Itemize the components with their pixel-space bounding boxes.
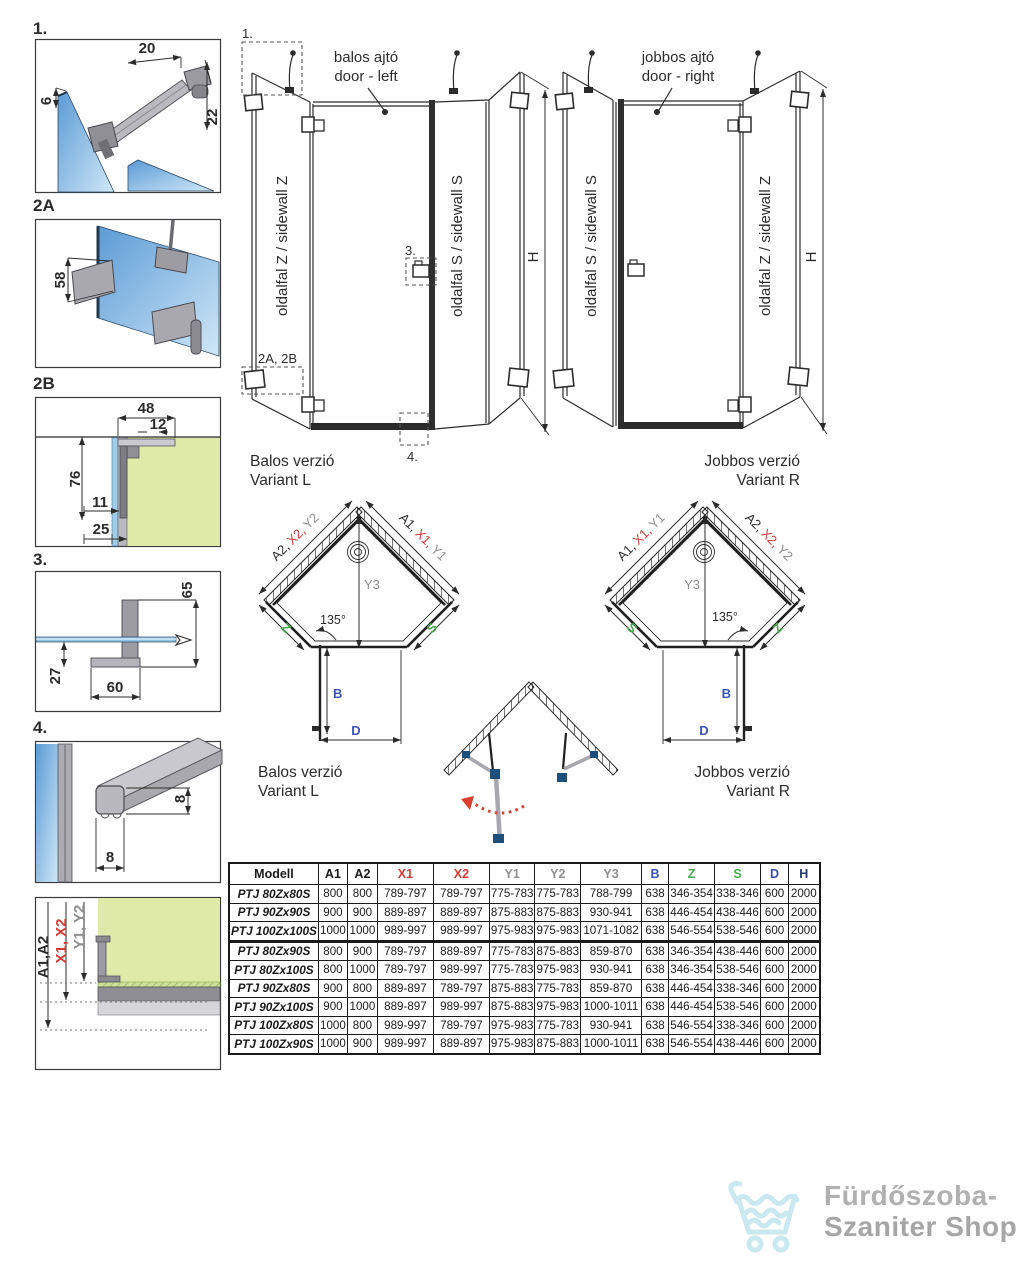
table-cell: 889-897 [377, 979, 433, 998]
table-cell: 789-797 [433, 1016, 489, 1035]
callout-3-label: 3. [405, 243, 416, 258]
model-name-cell: PTJ 100Zx80S [229, 1016, 318, 1035]
svg-text:22: 22 [204, 108, 221, 126]
elevation-right-figure [552, 25, 864, 497]
table-row [229, 922, 820, 942]
detail-3-label: 3. [33, 550, 48, 569]
drain-icon [348, 542, 369, 563]
door-handle-right [628, 260, 644, 276]
table-cell: 600 [761, 998, 789, 1017]
model-name-cell: PTJ 90Zx80S [229, 979, 318, 998]
table-cell: 446-454 [669, 998, 715, 1017]
detail-1-figure [30, 18, 225, 198]
table-cell: 638 [642, 961, 669, 980]
detail-3-figure [30, 550, 225, 716]
table-cell: 638 [642, 1035, 669, 1054]
table-cell: 788-799 [581, 885, 642, 904]
table-cell: 889-897 [377, 903, 433, 922]
table-cell: 600 [761, 979, 789, 998]
table-cell: 775-783 [489, 941, 535, 961]
swing-arrow [461, 796, 524, 813]
svg-text:6: 6 [38, 96, 55, 106]
table-cell: 800 [347, 885, 377, 904]
table-cell: 1000-1011 [581, 998, 642, 1017]
table-row [229, 885, 820, 904]
y3-label: Y3 [364, 577, 380, 592]
table-cell: 1000-1011 [581, 1035, 642, 1054]
table-cell: 1000 [347, 998, 377, 1017]
model-name-cell: PTJ 100Zx100S [229, 922, 318, 942]
table-cell: 600 [761, 961, 789, 980]
table-cell: 789-797 [377, 961, 433, 980]
table-cell: 638 [642, 922, 669, 942]
table-cell: 789-797 [433, 979, 489, 998]
d-label: D [699, 723, 709, 738]
table-cell: 346-354 [669, 961, 715, 980]
table-cell: 975-983 [489, 1016, 535, 1035]
svg-text:8: 8 [105, 849, 115, 866]
table-header-cell: Modell [229, 863, 318, 885]
table-cell: 789-797 [377, 885, 433, 904]
angle-label: 135° [320, 613, 346, 627]
table-cell: 438-446 [715, 903, 761, 922]
table-cell: 600 [761, 903, 789, 922]
floor-label-a: A1,A2 [35, 935, 52, 979]
detail-2b-label: 2B [33, 374, 55, 393]
table-cell: 546-554 [669, 1035, 715, 1054]
swing-door [462, 733, 598, 843]
table-cell: 800 [318, 961, 347, 980]
table-header-cell: D [761, 863, 789, 885]
table-cell: 875-883 [535, 941, 581, 961]
table-cell: 930-941 [581, 1016, 642, 1035]
table-cell: 859-870 [581, 979, 642, 998]
table-cell: 975-983 [489, 1035, 535, 1054]
table-cell: 2000 [789, 941, 820, 961]
door-label-hu: jobbos ajtó [641, 49, 715, 66]
logo-line-2: Szaniter Shop [824, 1211, 1018, 1242]
table-cell: 900 [318, 979, 347, 998]
table-row [229, 903, 820, 922]
table-header-cell: S [715, 863, 761, 885]
table-cell: 438-446 [715, 941, 761, 961]
table-cell: 975-983 [535, 998, 581, 1017]
plan-right-dimensions [605, 501, 805, 744]
svg-text:12: 12 [149, 416, 167, 433]
elevation-left-callouts [242, 26, 436, 464]
table-row [229, 941, 820, 961]
table-cell: 2000 [789, 885, 820, 904]
table-cell: 775-783 [535, 979, 581, 998]
svg-text:60: 60 [106, 679, 124, 696]
table-cell: 975-983 [489, 922, 535, 942]
detail-floor-drawing [96, 898, 220, 1015]
detail-2a-figure [30, 196, 225, 372]
detail-4-drawing [36, 738, 222, 882]
table-cell: 775-783 [489, 885, 535, 904]
elevation-left-figure [238, 25, 556, 497]
caption-variant-r-plan: Jobbos verzió Variant R [694, 764, 790, 800]
table-cell: 638 [642, 1016, 669, 1035]
table-cell: 600 [761, 1035, 789, 1054]
edge-label-right: A1,X1,Y1 [396, 509, 451, 564]
table-cell: 446-454 [669, 903, 715, 922]
detail-3-drawing [36, 600, 191, 667]
table-header-cell: B [642, 863, 669, 885]
table-cell: 538-546 [715, 998, 761, 1017]
angle-label: 135° [712, 610, 738, 624]
table-cell: 600 [761, 885, 789, 904]
table-cell: 1000 [318, 1016, 347, 1035]
table-header-cell: Z [669, 863, 715, 885]
edge-label-left: A2,X2,Y2 [267, 509, 322, 564]
door-label-en: door - left [334, 68, 398, 85]
table-cell: 800 [347, 1016, 377, 1035]
table-cell: 638 [642, 941, 669, 961]
table-cell: 875-883 [489, 979, 535, 998]
table-cell: 1071-1082 [581, 922, 642, 942]
table-header-cell: A1 [318, 863, 347, 885]
svg-text:76: 76 [67, 470, 84, 488]
table-row [229, 998, 820, 1017]
table-cell: 546-554 [669, 922, 715, 942]
d-label: D [351, 723, 361, 738]
table-cell: 2000 [789, 1016, 820, 1035]
table-header-cell: Y1 [489, 863, 535, 885]
caption-variant-r-elev: Jobbos verzió Variant R [704, 453, 800, 489]
elevation-left-structure [252, 72, 524, 430]
logo-line-1: Fürdőszoba- [824, 1180, 998, 1211]
table-header-row [229, 863, 820, 885]
table-header-cell: X2 [433, 863, 489, 885]
svg-text:20: 20 [138, 40, 156, 57]
table-cell: 338-346 [715, 1016, 761, 1035]
detail-floor-figure [30, 890, 225, 1074]
table-cell: 889-897 [433, 903, 489, 922]
table-cell: 546-554 [669, 1016, 715, 1035]
table-cell: 2000 [789, 1035, 820, 1054]
z-label: Z [278, 619, 295, 636]
plan-left-dimensions [259, 501, 459, 744]
table-cell: 889-897 [377, 998, 433, 1017]
table-cell: 2000 [789, 922, 820, 942]
detail-2a-label: 2A [33, 196, 55, 215]
table-header-cell: Y3 [581, 863, 642, 885]
table-cell: 900 [347, 903, 377, 922]
floor-label-y: Y1, Y2 [71, 904, 88, 950]
table-cell: 600 [761, 1016, 789, 1035]
table-cell: 875-883 [489, 903, 535, 922]
shop-logo-text [824, 1180, 1024, 1242]
svg-text:65: 65 [179, 581, 196, 599]
table-cell: 800 [318, 885, 347, 904]
svg-text:48: 48 [137, 400, 155, 417]
table-cell: 859-870 [581, 941, 642, 961]
table-row [229, 961, 820, 980]
model-name-cell: PTJ 80Zx90S [229, 941, 318, 961]
table-cell: 775-783 [535, 885, 581, 904]
table-header-cell: H [789, 863, 820, 885]
y3-label: Y3 [684, 577, 700, 592]
edge-label-left: A1,X1,Y1 [613, 509, 668, 564]
table-cell: 2000 [789, 998, 820, 1017]
detail-4-figure [30, 718, 225, 886]
table-cell: 789-797 [433, 885, 489, 904]
table-cell: 930-941 [581, 903, 642, 922]
swing-walls [444, 682, 618, 775]
drain-icon [694, 542, 715, 563]
table-cell: 900 [347, 941, 377, 961]
detail-2b-figure [30, 374, 225, 549]
s-label: S [623, 619, 641, 637]
cart-icon [722, 1170, 822, 1258]
table-header-cell: Y2 [535, 863, 581, 885]
table-cell: 538-546 [715, 961, 761, 980]
b-label: B [333, 686, 343, 701]
table-cell: 538-546 [715, 922, 761, 942]
model-name-cell: PTJ 90Zx100S [229, 998, 318, 1017]
model-name-cell: PTJ 90Zx90S [229, 903, 318, 922]
detail-1-label: 1. [33, 19, 48, 38]
table-row [229, 1016, 820, 1035]
sidewall-z-label: oldalfal Z / sidewall Z [757, 175, 774, 317]
table-cell: 989-997 [433, 961, 489, 980]
door-label-hu: balos ajtó [333, 49, 399, 66]
table-cell: 338-346 [715, 885, 761, 904]
table-cell: 875-883 [535, 903, 581, 922]
height-label: H [525, 251, 542, 263]
elevation-left-annotations [274, 49, 549, 435]
table-cell: 775-783 [489, 961, 535, 980]
model-name-cell: PTJ 80Zx80S [229, 885, 318, 904]
table-cell: 446-454 [669, 979, 715, 998]
door-handle-left [413, 261, 429, 277]
caption-variant-l-plan: Balos verzió Variant L [258, 764, 343, 800]
table-cell: 638 [642, 885, 669, 904]
callout-2ab-label: 2A, 2B [258, 351, 298, 366]
detail-2a-drawing [72, 220, 219, 356]
caption-variant-l-elev: Balos verzió Variant L [250, 453, 335, 489]
b-label: B [721, 686, 731, 701]
table-cell: 900 [318, 998, 347, 1017]
detail-4-label: 4. [33, 718, 48, 737]
table-cell: 1000 [347, 961, 377, 980]
table-cell: 438-446 [715, 1035, 761, 1054]
detail-1-drawing [58, 66, 214, 192]
table-cell: 989-997 [377, 1016, 433, 1035]
z-label: Z [769, 619, 786, 636]
sidewall-s-label: oldalfal S / sidewall S [583, 175, 600, 317]
svg-text:27: 27 [47, 667, 64, 685]
floor-label-x: X1, X2 [53, 918, 70, 964]
table-cell: 889-897 [433, 941, 489, 961]
table-cell: 2000 [789, 961, 820, 980]
detail-2b-drawing [36, 437, 220, 546]
model-name-cell: PTJ 80Zx100S [229, 961, 318, 980]
s-label: S [423, 619, 441, 637]
table-cell: 989-997 [377, 922, 433, 942]
table-cell: 875-883 [489, 998, 535, 1017]
sidewall-z-label: oldalfal Z / sidewall Z [274, 175, 291, 317]
height-label: H [803, 251, 820, 263]
table-row [229, 979, 820, 998]
table-row [229, 1035, 820, 1054]
table-cell: 600 [761, 922, 789, 942]
callout-1-label: 1. [242, 26, 253, 41]
table-cell: 975-983 [535, 922, 581, 942]
table-cell: 346-354 [669, 885, 715, 904]
svg-text:25: 25 [92, 521, 110, 538]
table-cell: 1000 [318, 922, 347, 942]
table-cell: 789-797 [377, 941, 433, 961]
table-cell: 600 [761, 941, 789, 961]
table-cell: 875-883 [535, 1035, 581, 1054]
table-cell: 900 [318, 903, 347, 922]
table-cell: 889-897 [433, 1035, 489, 1054]
door-label-en: door - right [641, 68, 715, 85]
table-cell: 2000 [789, 979, 820, 998]
table-cell: 1000 [318, 1035, 347, 1054]
table-header-cell: A2 [347, 863, 377, 885]
svg-text:8: 8 [172, 794, 189, 804]
table-cell: 900 [347, 1035, 377, 1054]
table-cell: 989-997 [433, 998, 489, 1017]
table-cell: 1000 [347, 922, 377, 942]
model-spec-table [228, 862, 821, 1055]
table-cell: 638 [642, 979, 669, 998]
svg-text:58: 58 [52, 271, 69, 289]
table-cell: 775-783 [535, 1016, 581, 1035]
table-header-cell: X1 [377, 863, 433, 885]
table-cell: 638 [642, 903, 669, 922]
table-cell: 338-346 [715, 979, 761, 998]
table-cell: 2000 [789, 903, 820, 922]
table-cell: 800 [318, 941, 347, 961]
table-cell: 346-354 [669, 941, 715, 961]
table-cell: 989-997 [433, 922, 489, 942]
table-cell: 638 [642, 998, 669, 1017]
table-cell: 989-997 [377, 1035, 433, 1054]
edge-label-right: A2,X2,Y2 [742, 509, 797, 564]
table-cell: 800 [347, 979, 377, 998]
plan-right-figure [596, 498, 818, 762]
table-cell: 975-983 [535, 961, 581, 980]
model-name-cell: PTJ 100Zx90S [229, 1035, 318, 1054]
callout-4-label: 4. [407, 449, 418, 464]
table-cell: 930-941 [581, 961, 642, 980]
svg-text:11: 11 [92, 494, 108, 511]
sidewall-s-label: oldalfal S / sidewall S [449, 175, 466, 317]
